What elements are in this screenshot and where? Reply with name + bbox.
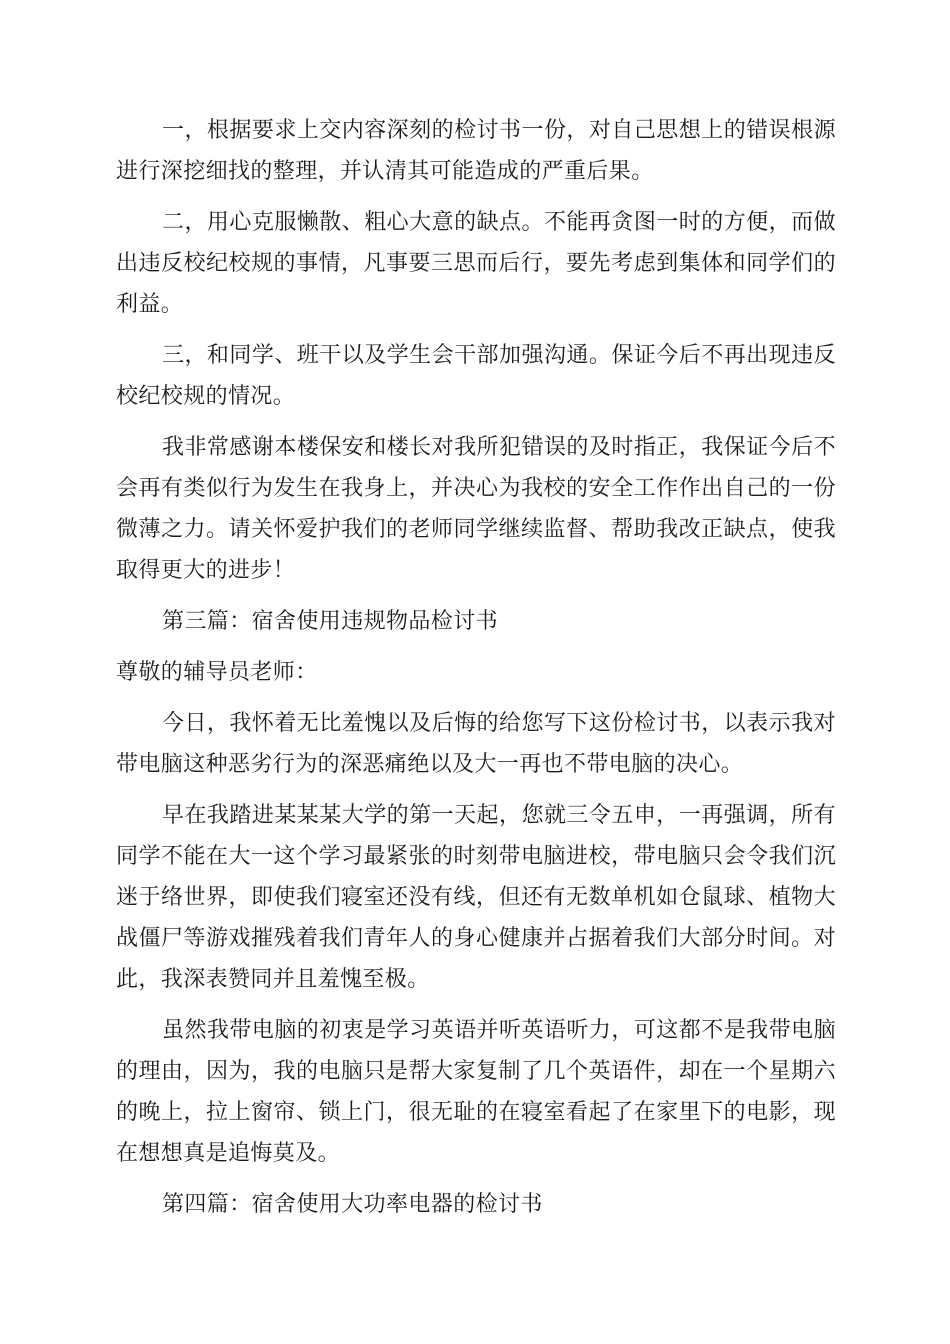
paragraph-point-two: 二，用心克服懒散、粗心大意的缺点。不能再贪图一时的方便，而做出违反校纪校规的事情，凡事要三思而后行，要先考虑到集体和同学们的利益。 xyxy=(116,210,836,317)
paragraph-intro: 今日，我怀着无比羞愧以及后悔的给您写下这份检讨书，以表示我对带电脑这种恶劣行为的深恶痛绝以及大一再也不带电脑的决心。 xyxy=(116,711,836,777)
paragraph-gratitude: 我非常感谢本楼保安和楼长对我所犯错误的及时指正，我保证今后不会再有类似行为发生在我身上，并决心为我校的安全工作作出自己的一份微薄之力。请关怀爱护我们的老师同学继续监督、帮助我改正缺点，使我取得更大的进步！ xyxy=(116,435,836,583)
section-heading-part-three: 第三篇：宿舍使用违规物品检讨书 xyxy=(162,609,499,634)
paragraph-reason: 虽然我带电脑的初衷是学习英语并听英语听力，可这都不是我带电脑的理由，因为，我的电脑只是帮大家复制了几个英语件，却在一个星期六的晚上，拉上窗帘、锁上门，很无耻的在寝室看起了在家里下的电影，现在想想真是追悔莫及。 xyxy=(116,1018,836,1166)
salutation: 尊敬的辅导员老师： xyxy=(116,660,318,685)
document-body xyxy=(116,110,836,1235)
paragraph-point-three: 三，和同学、班干以及学生会干部加强沟通。保证今后不再出现违反校纪校规的情况。 xyxy=(116,343,836,409)
section-heading-part-four: 第四篇：宿舍使用大功率电器的检讨书 xyxy=(162,1192,543,1217)
paragraph-background: 早在我踏进某某某大学的第一天起，您就三令五申，一再强调，所有同学不能在大一这个学习最紧张的时刻带电脑进校，带电脑只会令我们沉迷于络世界，即使我们寝室还没有线，但还有无数单机如仓鼠球、植物大战僵尸等游戏摧残着我们青年人的身心健康并占据着我们大部分时间。对此，我深表赞同并且羞愧至极。 xyxy=(116,803,836,992)
paragraph-point-one: 一，根据要求上交内容深刻的检讨书一份，对自己思想上的错误根源进行深挖细找的整理，并认清其可能造成的严重后果。 xyxy=(116,118,836,184)
